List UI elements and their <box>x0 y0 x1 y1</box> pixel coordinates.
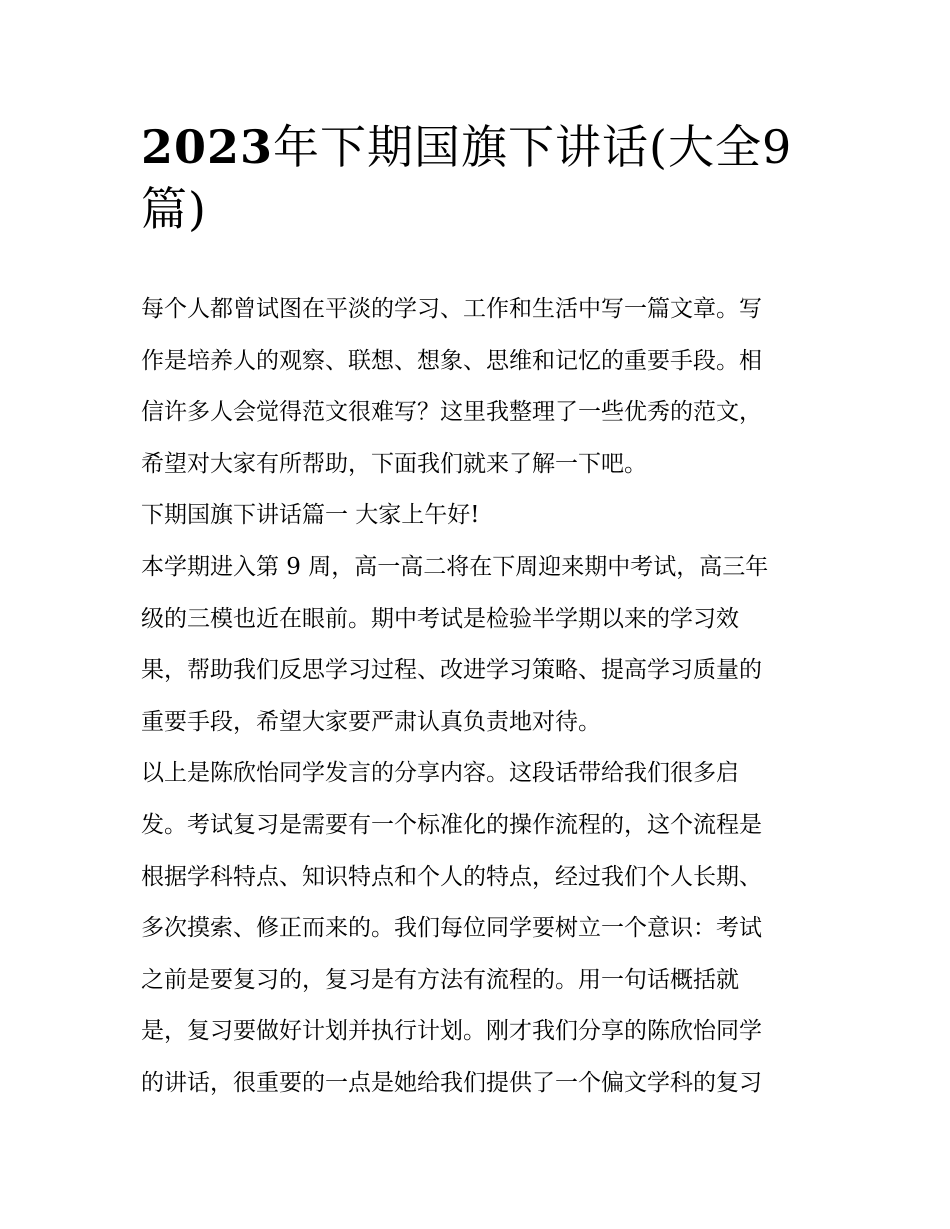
body-line: 以上是陈欣怡同学发言的分享内容。这段话带给我们很多启 <box>141 760 739 787</box>
section-heading-line: 下期国旗下讲话篇一 大家上午好! <box>141 502 480 529</box>
title-year: 2023 <box>141 120 274 174</box>
body-line: 的讲话，很重要的一点是她给我们提供了一个偏文学科的复习 <box>141 1069 762 1096</box>
body-line: 信许多人会觉得范文很难写？这里我整理了一些优秀的范文， <box>141 399 762 426</box>
body-line: 果，帮助我们反思学习过程、改进学习策略、提高学习质量的 <box>141 657 762 684</box>
body-line: 之前是要复习的，复习是有方法有流程的。用一句话概括就 <box>141 966 739 993</box>
body-line: 重要手段，希望大家要严肃认真负责地对待。 <box>141 708 601 735</box>
document-title <box>141 116 821 240</box>
body-line: 多次摸索、修正而来的。我们每位同学要树立一个意识：考试 <box>141 915 762 942</box>
title-text: 年下期国旗下讲话(大全9篇) <box>141 120 793 236</box>
body-line: 每个人都曾试图在平淡的学习、工作和生活中写一篇文章。写 <box>141 296 762 322</box>
body-line: 发。考试复习是需要有一个标准化的操作流程的，这个流程是 <box>141 811 762 838</box>
body-line: 根据学科特点、知识特点和个人的特点，经过我们个人长期、 <box>141 863 762 890</box>
body-line: 是，复习要做好计划并执行计划。刚才我们分享的陈欣怡同学 <box>141 1018 762 1045</box>
document-body <box>141 284 813 1110</box>
body-line: 级的三模也近在眼前。期中考试是检验半学期以来的学习效 <box>141 605 739 632</box>
body-line: 作是培养人的观察、联想、想象、思维和记忆的重要手段。相 <box>141 347 762 374</box>
body-line: 本学期进入第 9 周，高一高二将在下周迎来期中考试，高三年 <box>141 553 769 580</box>
body-line: 希望对大家有所帮助，下面我们就来了解一下吧。 <box>141 450 647 477</box>
